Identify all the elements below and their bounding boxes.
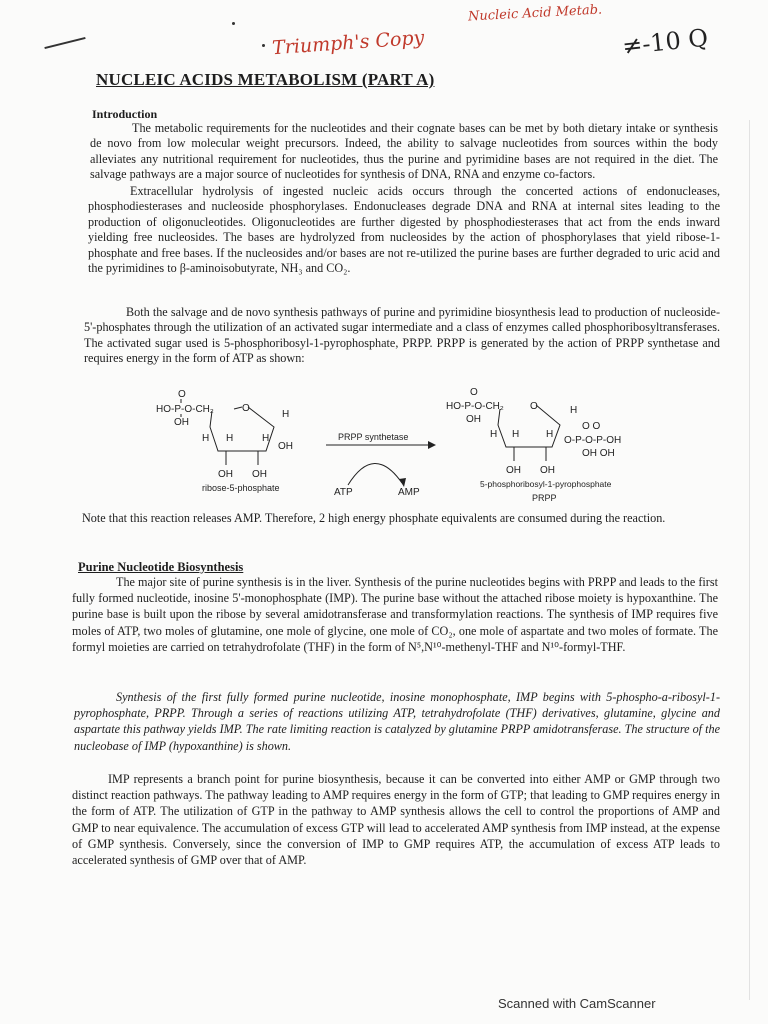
document-title: NUCLEIC ACIDS METABOLISM (PART A) <box>96 70 435 89</box>
svg-text:OH: OH <box>540 465 555 476</box>
amp-label: AMP <box>398 487 420 498</box>
svg-text:HO-P-O-CH₂: HO-P-O-CH₂ <box>446 401 504 412</box>
svg-text:OH: OH <box>506 465 521 476</box>
scanner-watermark: Scanned with CamScanner <box>498 996 656 1011</box>
svg-text:OH: OH <box>252 469 267 480</box>
svg-text:O-P-O-P-OH: O-P-O-P-OH <box>564 435 622 446</box>
svg-text:H: H <box>570 405 578 416</box>
intro-paragraph-1: The metabolic requirements for the nucleotides and their cognate bases can be met by both dietary intake or synthesis de novo from low molecular weight precursors. Indeed, the ability to salvage nucleotides from sources within the body alleviates any nutritional requirement for nucleotides, thus the purine and pyrimidine bases are not required in the diet. The salvage pathways are a major source of nucleotides for synthesis of DNA, RNA and enzyme co-factors. <box>90 121 718 182</box>
handwritten-dash-mark <box>44 37 85 49</box>
pen-dot-mark <box>262 44 265 47</box>
svg-text:O: O <box>178 389 186 400</box>
prpp-full-label: 5-phosphoribosyl-1-pyrophosphate <box>480 479 612 489</box>
svg-text:H: H <box>490 429 498 440</box>
enzyme-label: PRPP synthetase <box>338 432 409 442</box>
prpp-abbrev-label: PRPP <box>532 493 557 503</box>
svg-text:OH OH: OH OH <box>582 448 615 459</box>
svg-text:OH: OH <box>174 417 189 428</box>
purine-paragraph-1: The major site of purine synthesis is in the liver. Synthesis of the purine nucleotides begins with PRPP and leads to the first fully formed nucleotide, inosine 5'-monophosphate (IMP). The purine base without the attached ribose moiety is hypoxanthine. The purine base is built upon the ribose by several amidotransferase and transformylation reactions. The synthesis of IMP requires five moles of ATP, two moles of glutamine, one mole of glycine, one mole of CO₂, one mole of aspartate and two moles of formate. The formyl moieties are carried on tetrahydrofolate (THF) in the form of N⁵,N¹⁰-methenyl-THF and N¹⁰-formyl-THF. <box>72 575 718 654</box>
intro-paragraph-3: Both the salvage and de novo synthesis pathways of purine and pyrimidine biosynthesis lead to production of nucleoside-5'-phosphates through the utilization of an activated sugar intermediate and a class of enzymes called phosphoribosyltransferases. The activated sugar used is 5-phosphoribosyl-1-pyrophosphate, PRPP. PRPP is generated by the action of PRPP synthetase and requires energy in the form of ATP as shown: <box>84 305 720 366</box>
svg-text:H: H <box>512 429 520 440</box>
svg-text:OH: OH <box>466 414 481 425</box>
svg-text:H: H <box>226 433 234 444</box>
svg-text:OH: OH <box>278 441 293 452</box>
svg-text:O: O <box>242 403 250 414</box>
svg-text:H: H <box>546 429 554 440</box>
svg-text:O: O <box>470 387 478 398</box>
purine-paragraph-2: Synthesis of the first fully formed purine nucleotide, inosine monophosphate, IMP begins with 5-phospho-a-ribosyl-1-pyrophosphate, PRPP. Through a series of reactions utilizing ATP, tetrahydrofolate (THF) derivatives, glutamine, glycine and aspartate this pathway yields IMP. The rate limiting reaction is catalyzed by glutamine PRPP amidotransferase. The structure of the nucleobase of IMP (hypoxanthine) is shown. <box>74 690 720 753</box>
handwritten-subject-note: Nucleic Acid Metab. <box>467 2 603 25</box>
purine-heading: Purine Nucleotide Biosynthesis <box>78 560 244 574</box>
reaction-note: Note that this reaction releases AMP. Therefore, 2 high energy phosphate equivalents are consumed during the reaction. <box>82 511 666 525</box>
svg-text:O: O <box>530 401 538 412</box>
prpp-reaction-diagram <box>150 385 630 505</box>
purine-paragraph-3: IMP represents a branch point for purine biosynthesis, because it can be converted into either AMP or GMP through two distinct reaction pathways. The pathway leading to AMP requires energy in the form of GTP; that leading to GMP requires energy in the form of ATP. The utilization of GTP in the pathway to AMP synthesis allows the cell to control the proportions of AMP and GMP to near equivalence. The accumulation of excess GTP will lead to accelerated AMP synthesis from IMP instead, at the expense of GMP synthesis. Conversely, since the conversion of IMP to GMP requires ATP, the accumulation of excess ATP leads to accelerated synthesis of GMP over that of AMP. <box>72 772 720 868</box>
pen-dot-mark <box>232 22 235 25</box>
intro-paragraph-2: Extracellular hydrolysis of ingested nucleic acids occurs through the concerted actions of endonucleases, phosphodiesterases and nucleoside phosphorylases. Endonucleases degrade DNA and RNA at internal sites leading to the production of oligonucleotides. Oligonucleotides are further digested by phosphodiesterases that act from the ends inward yielding free nucleosides. The bases are hydrolyzed from nucleosides by the action of phosphorylases that yield ribose-1-phosphate and free bases. If the nucleosides and/or bases are not re-utilized the purine bases are further degraded to uric acid and the pyrimidines to β-aminoisobutyrate, NH₃ and CO₂. <box>88 184 720 276</box>
page-edge-shadow <box>749 120 750 1000</box>
ribose-5-phosphate-label: ribose-5-phosphate <box>202 483 280 493</box>
svg-text:HO-P-O-CH₂: HO-P-O-CH₂ <box>156 404 214 415</box>
introduction-heading: Introduction <box>92 107 158 121</box>
svg-text:H: H <box>202 433 210 444</box>
svg-text:H: H <box>262 433 270 444</box>
svg-text:OH: OH <box>218 469 233 480</box>
svg-text:H: H <box>282 409 290 420</box>
svg-text:O O: O O <box>582 421 601 432</box>
atp-label: ATP <box>334 487 353 498</box>
handwritten-number: ≠-10 Q <box>620 23 710 61</box>
handwritten-copy-note: Triumph's Copy <box>271 26 425 60</box>
